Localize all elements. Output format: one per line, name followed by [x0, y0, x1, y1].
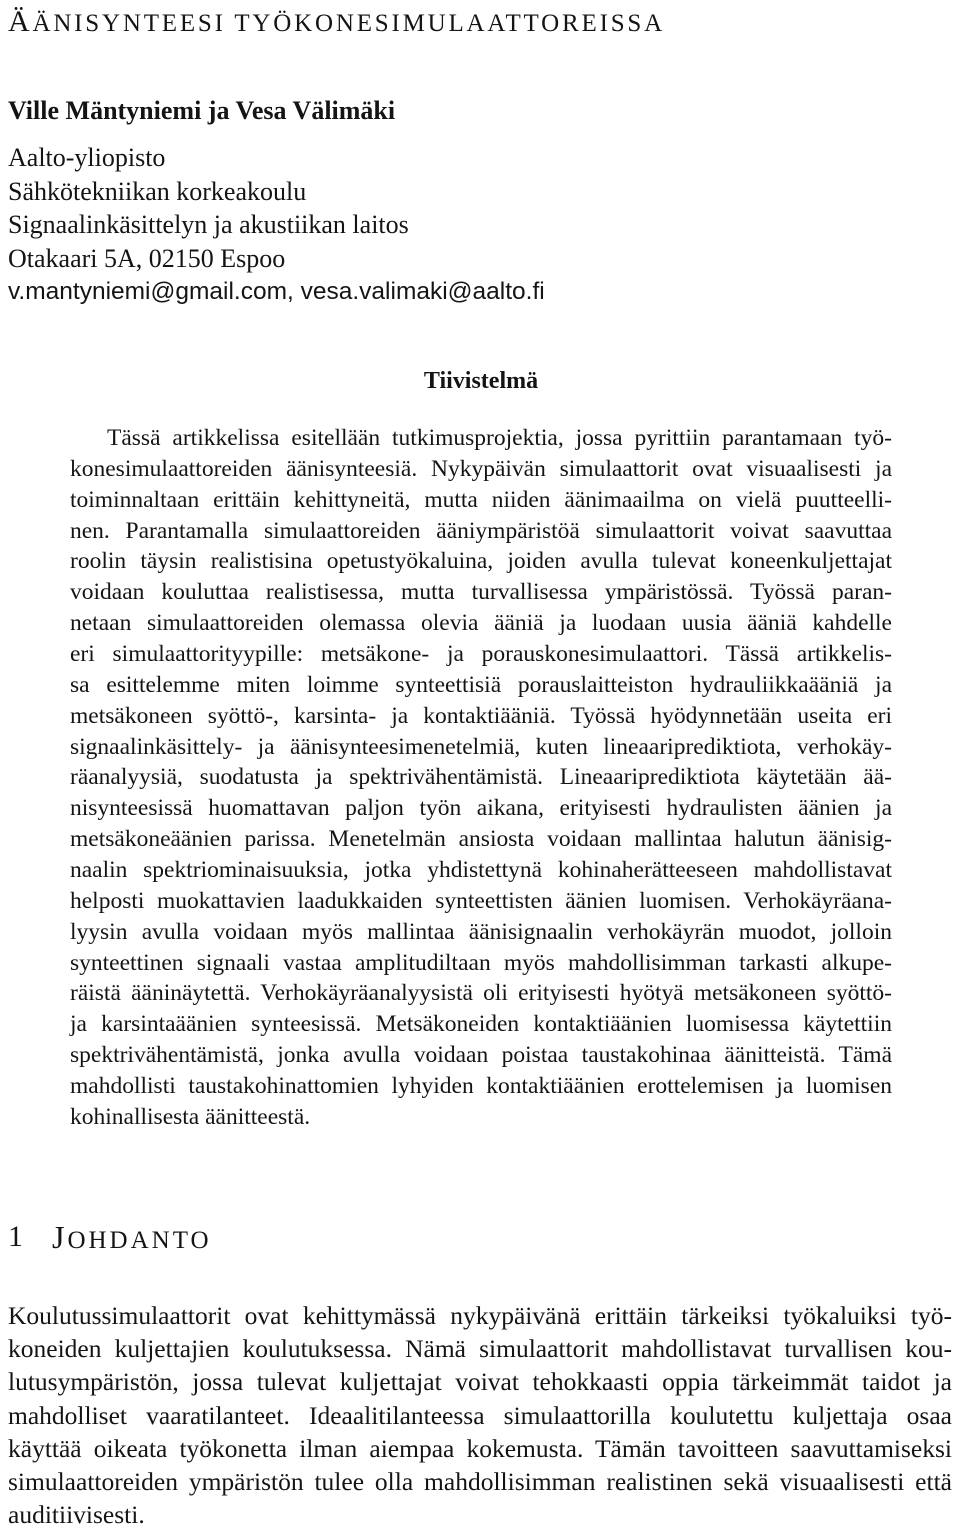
- abstract-line: signaalinkäsittely- ja äänisynteesimenetelmiä, kuten lineaariprediktiota, verhokäy-: [70, 733, 892, 760]
- abstract-line: naalin spektriominaisuuksia, jotka yhdistettynä kohinaherätteeseen mahdollistavat: [70, 857, 892, 884]
- abstract-line: metsäkoneäänien parissa. Menetelmän ansiosta voidaan mallintaa halutun äänisig-: [70, 826, 892, 853]
- body-line: mahdolliset vaaratilanteet. Ideaalitilanteessa simulaattorilla koulutettu kuljettaja osaa: [8, 1400, 952, 1430]
- author-emails: v.mantyniemi@gmail.com, vesa.valimaki@aalto.fi: [8, 278, 545, 305]
- abstract-line: kohinallisesta äänitteestä.: [70, 1103, 311, 1130]
- abstract-body: [70, 423, 892, 1133]
- affiliation-school: Sähkötekniikan korkeakoulu: [8, 176, 307, 206]
- paper-title: ÄÄNISYNTEESI TYÖKONESIMULAATTOREISSA: [8, 5, 665, 38]
- affiliation-block: [8, 141, 908, 309]
- abstract-line: sa esittelemme miten loimme synteettisiä porauslaitteiston hydrauliikkaääniä ja: [70, 671, 892, 698]
- section-body-paragraph: [8, 1301, 952, 1530]
- body-line: Koulutussimulaattorit ovat kehittymässä nykypäivänä erittäin tärkeiksi työkaluiksi työ-: [8, 1301, 952, 1330]
- section-number: 1: [8, 1220, 23, 1253]
- body-line: lutusympäristön, jossa tulevat kuljettajat voivat tehokkaasti oppia tärkeimmät taidot ja: [8, 1367, 952, 1397]
- abstract-line: konesimulaattoreiden äänisynteesiä. Nykypäivän simulaattorit ovat visuaalisesti ja: [70, 455, 892, 482]
- abstract-line: lyysin avulla voidaan myös mallintaa äänisignaalin verhokäyrän muodot, jolloin: [70, 918, 892, 945]
- abstract-line: mahdollisti taustakohinattomien lyhyiden kontaktiäänien erottelemisen ja luomisen: [70, 1073, 892, 1100]
- affiliation-address: Otakaari 5A, 02150 Espoo: [8, 243, 286, 273]
- section-heading: [8, 1217, 408, 1257]
- body-line: koneiden kuljettajien koulutuksessa. Nämä simulaattorit mahdollistavat turvallisen kou-: [8, 1334, 952, 1364]
- abstract-line: nen. Parantamalla simulaattoreiden ääniympäristöä simulaattorit voivat saavuttaa: [70, 517, 892, 544]
- abstract-heading: Tiivistelmä: [423, 368, 539, 394]
- abstract-line: roolin täysin realistisina opetustyökaluina, joiden avulla tulevat koneenkuljettajat: [70, 548, 892, 575]
- abstract-line: räistä ääninäytettä. Verhokäyräanalyysistä oli erityisesti hyötyä metsäkoneen syöttö-: [70, 980, 892, 1007]
- abstract-line: nisynteesissä huomattavan paljon työn aikana, erityisesti hydraulisten äänien ja: [70, 795, 892, 822]
- body-line: käyttää oikeata työkonetta ilman aiempaa kokemusta. Tämän tavoitteen saavuttamiseksi: [8, 1433, 952, 1463]
- abstract-line: ja karsintaäänien synteesissä. Metsäkoneiden kontaktiäänien luomisessa käytettiin: [70, 1011, 892, 1038]
- abstract-line: spektrivähentämistä, jonka avulla voidaan poistaa taustakohinaa äänitteistä. Tämä: [70, 1042, 892, 1069]
- abstract-line: toiminnaltaan erittäin kehittyneitä, mutta niiden äänimaailma on vielä puutteelli-: [70, 486, 892, 513]
- abstract-line: netaan simulaattoreiden olemassa olevia ääniä ja luodaan uusia ääniä kahdelle: [70, 610, 892, 637]
- abstract-line: metsäkoneen syöttö-, karsinta- ja kontaktiääniä. Työssä hyödynnetään useita eri: [70, 702, 892, 729]
- abstract-line: helposti muokattavien laadukkaiden synteettisten äänien luomisen. Verhokäyräana-: [70, 887, 892, 914]
- affiliation-university: Aalto-yliopisto: [8, 143, 166, 172]
- abstract-line: Tässä artikkelissa esitellään tutkimusprojektia, jossa pyrittiin parantamaan työ-: [107, 425, 892, 451]
- abstract-line: voidaan kouluttaa realistisessa, mutta turvallisessa ympäristössä. Työssä paran-: [70, 579, 892, 606]
- body-line: simulaattoreiden ympäristön tulee olla mahdollisimman realistinen sekä visuaalisesti että: [8, 1466, 952, 1496]
- affiliation-department: Signaalinkäsittelyn ja akustiikan laitos: [8, 210, 409, 239]
- abstract-line: räanalyysiä, suodatusta ja spektrivähentämistä. Lineaariprediktiota käytetään ää-: [70, 764, 892, 791]
- body-line: auditiivisesti.: [8, 1500, 145, 1530]
- abstract-line: eri simulaattorityypille: metsäkone- ja porauskonesimulaattori. Tässä artikkelis-: [70, 641, 892, 668]
- abstract-line: synteettinen signaali vastaa amplitudiltaan myös mahdollisimman tarkasti alkupe-: [70, 949, 892, 976]
- author-list: Ville Mäntyniemi ja Vesa Välimäki: [8, 96, 396, 125]
- section-title: JOHDANTO: [52, 1219, 212, 1255]
